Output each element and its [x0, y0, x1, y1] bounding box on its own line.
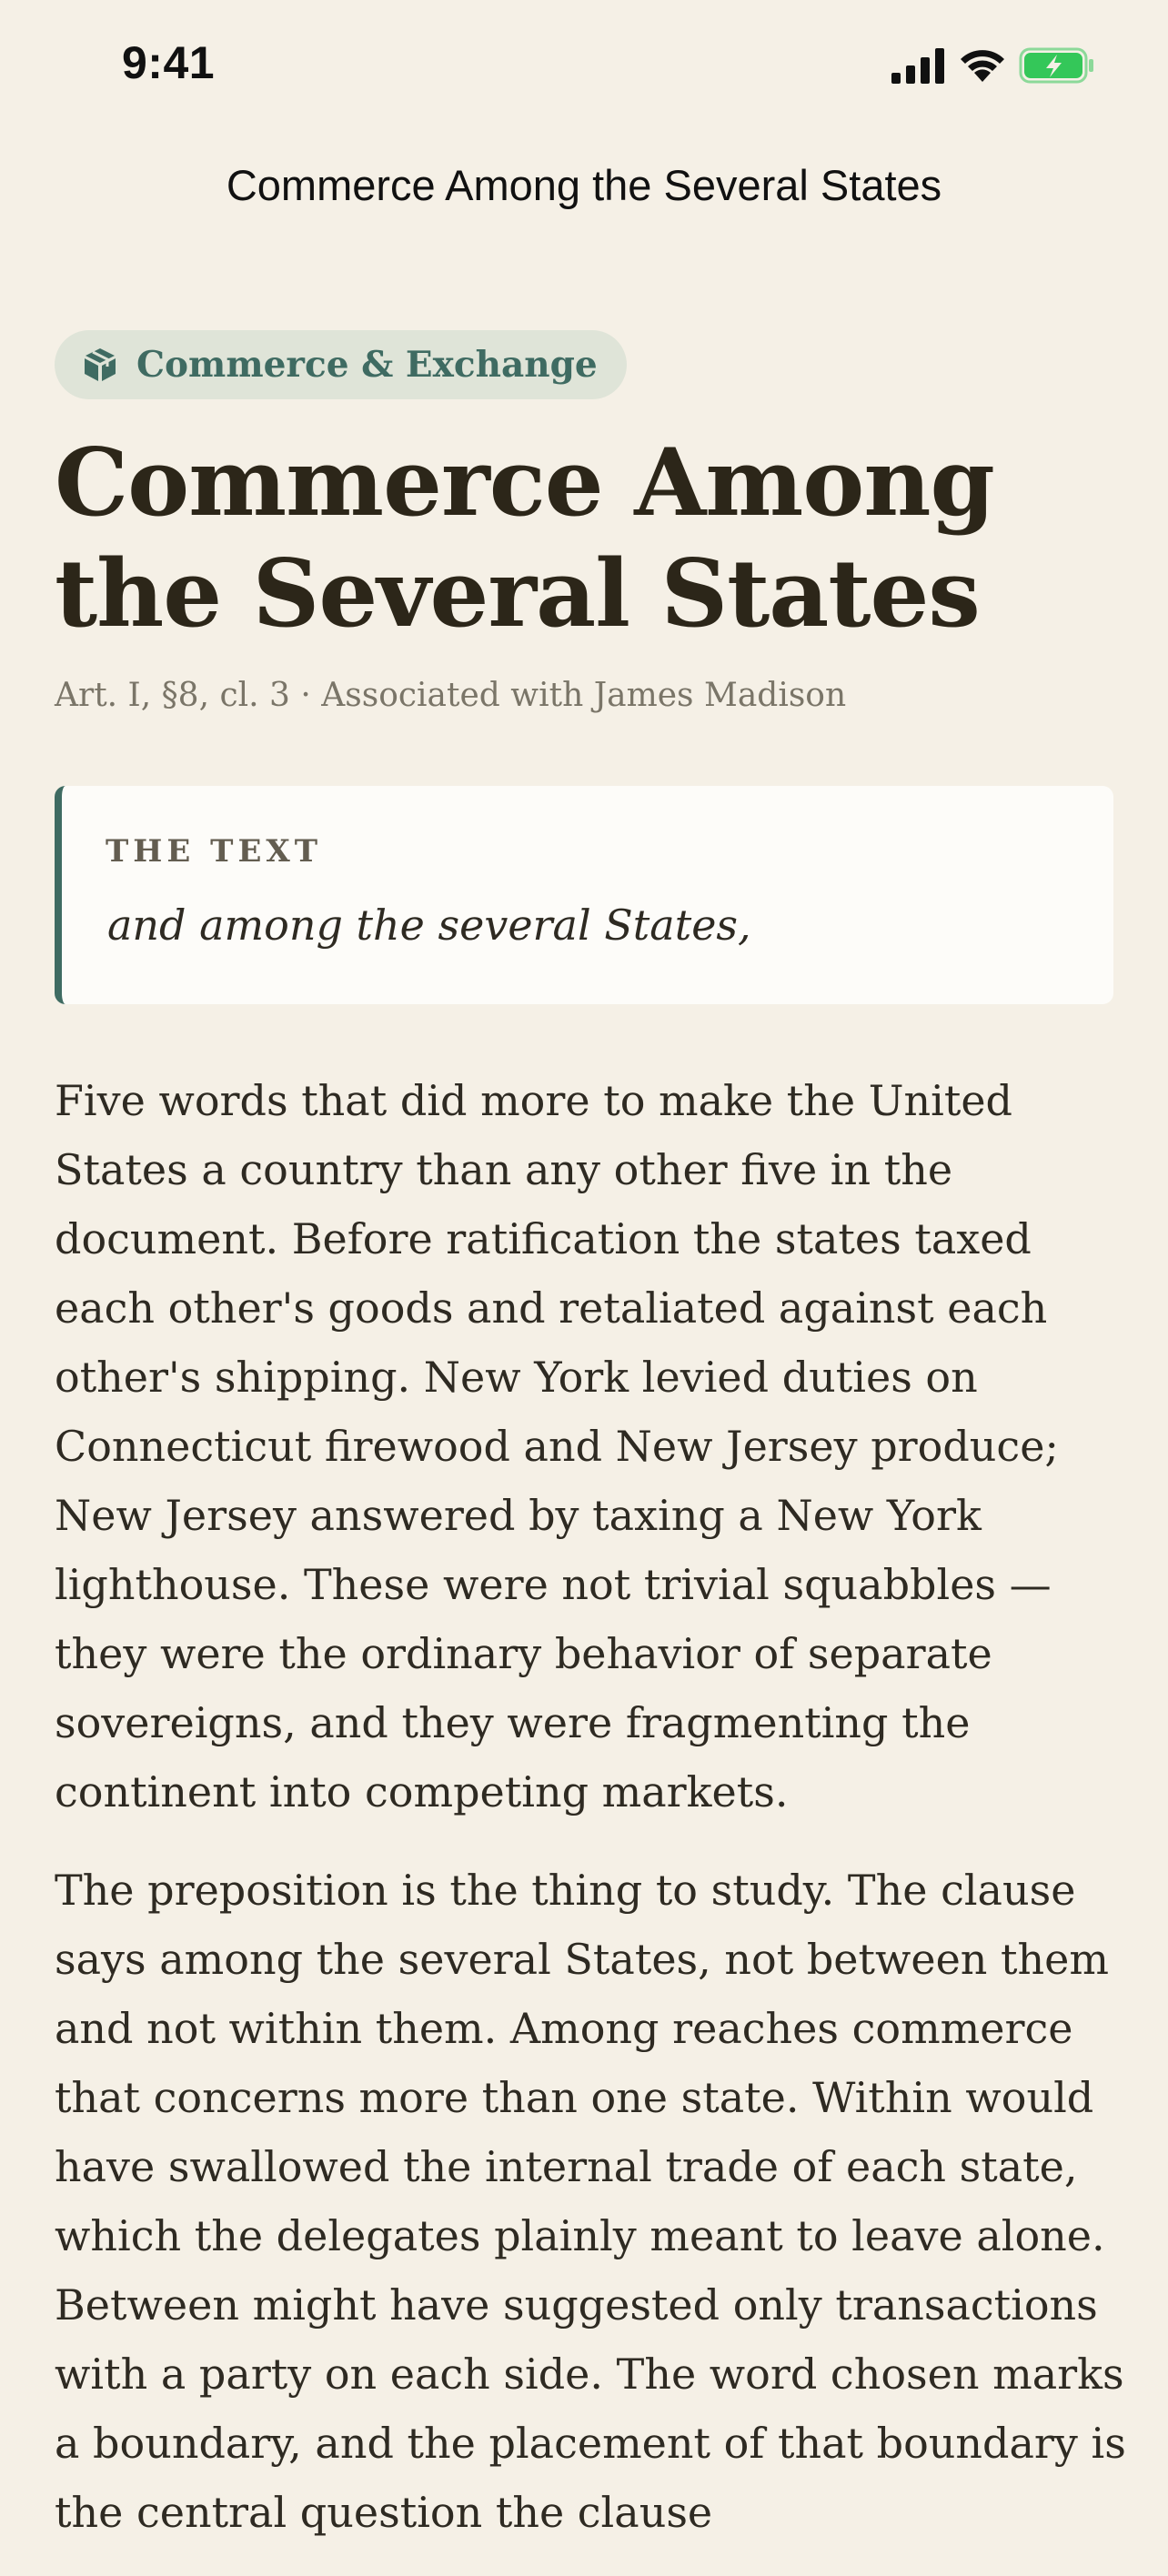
text-card-label: THE TEXT	[106, 833, 323, 870]
nav-title: Commerce Among the Several States	[226, 161, 942, 209]
package-icon	[82, 347, 118, 383]
cellular-signal-icon	[891, 47, 946, 84]
text-card	[55, 786, 1113, 1004]
paragraph: Five words that did more to make the United States a country than any other five in the document. Before ratification the states taxed each other's goods and retaliated against each other's shipping. New York levied duties on Connecticut firewood and New Jersey produce; New Jersey answered by taxing a New York lighthouse. These were not trivial squabbles — they were the ordinary behavior of separate sovereigns, and they were fragmenting the continent into competing markets.	[55, 1076, 1059, 1816]
article-meta: Art. I, §8, cl. 3 · Associated with James Madison	[55, 677, 847, 714]
article-title: Commerce Among the Several States	[55, 428, 994, 649]
status-bar	[0, 0, 1168, 127]
text-card-quote: and among the several States,	[107, 901, 751, 950]
category-chip[interactable]	[55, 330, 627, 399]
status-time: 9:41	[122, 37, 216, 88]
wifi-icon	[959, 47, 1006, 84]
category-label: Commerce & Exchange	[136, 344, 598, 386]
article-body	[55, 1066, 1128, 2576]
battery-charging-icon	[1019, 45, 1095, 86]
paragraph: The preposition is the thing to study. The clause says among the several States, not between them and not within them. Among reaches commerce that concerns more than one state. Within would have swallowed the internal trade of each state, which the delegates plainly meant to leave alone. Between might have suggested only transactions with a party on each side. The word chosen marks a boundary, and the placement of that boundary is the central question the clause	[55, 1866, 1126, 2537]
status-icons	[891, 45, 1095, 86]
